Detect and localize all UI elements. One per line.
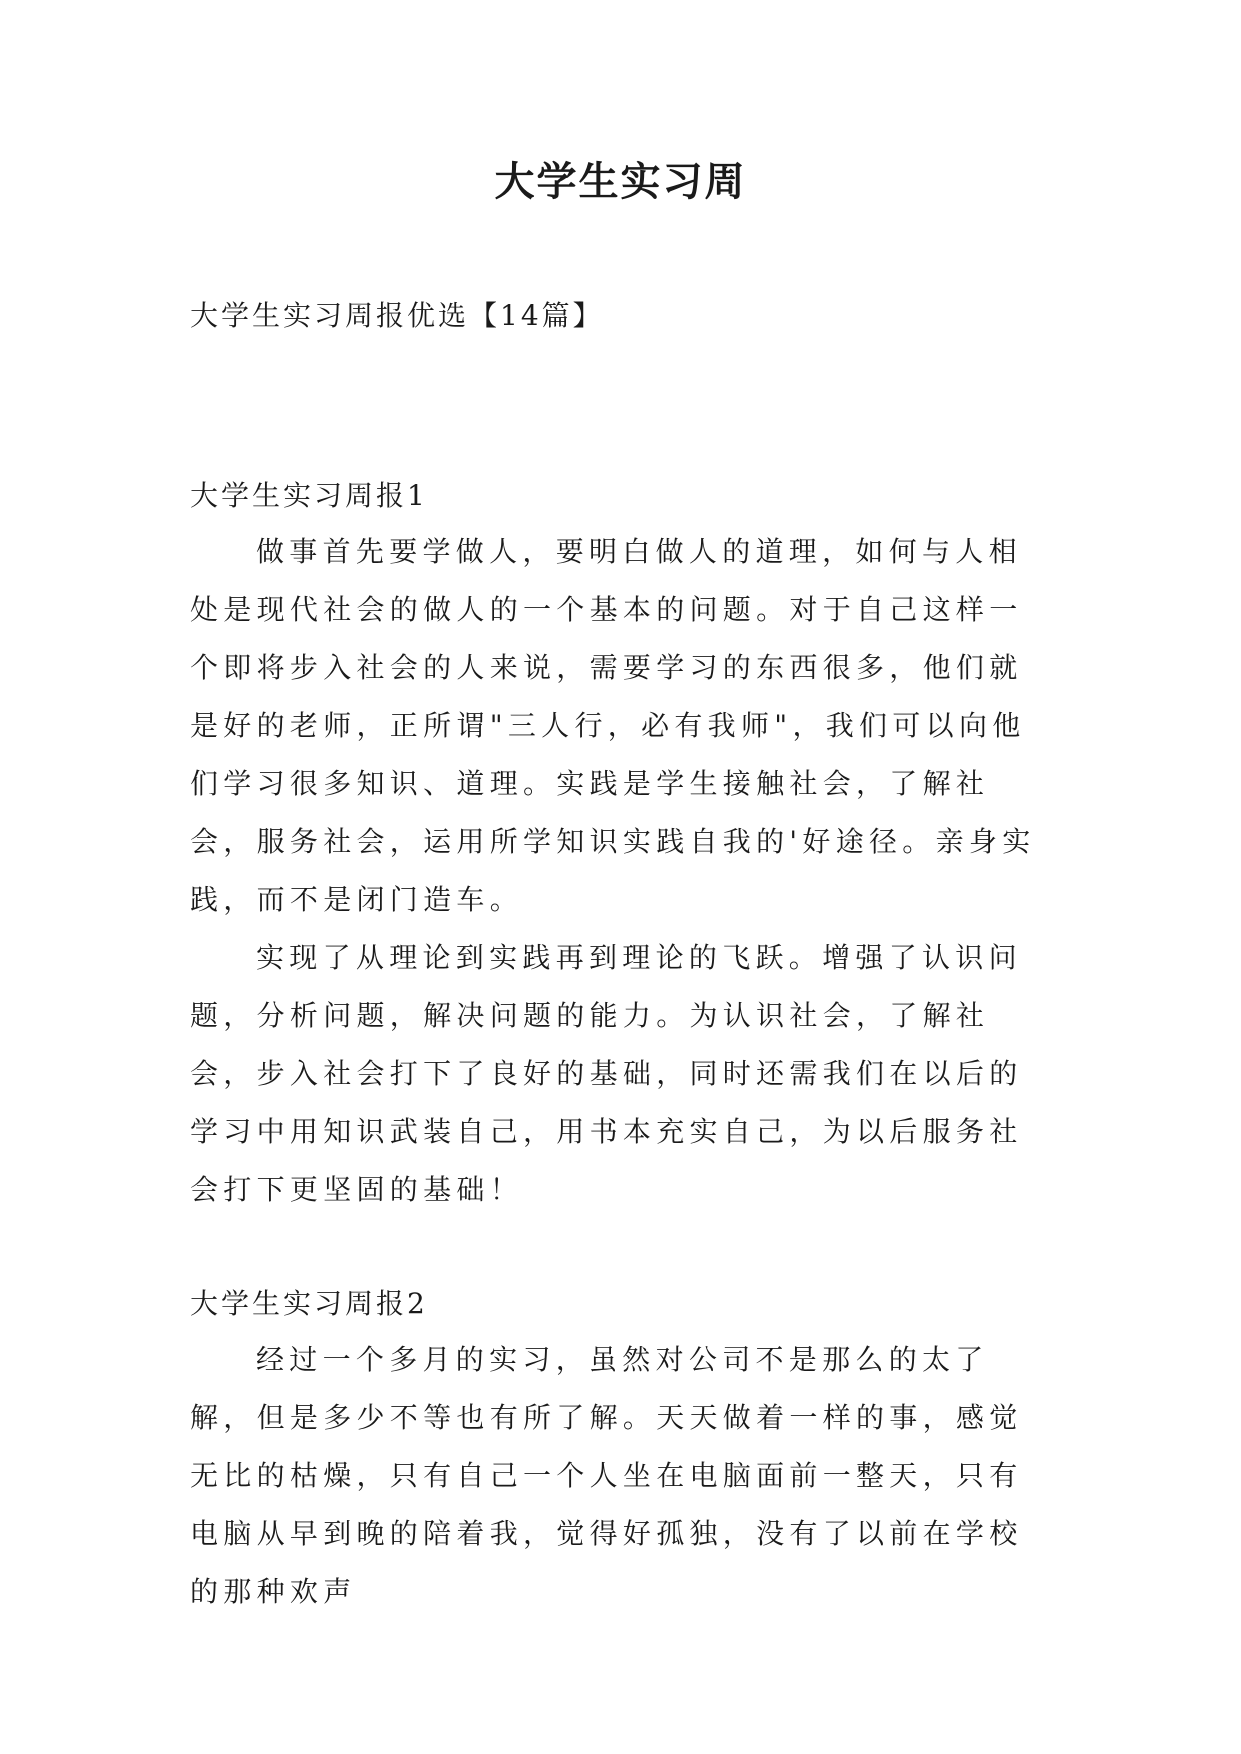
document-subtitle: 大学生实习周报优选【14篇】 — [190, 299, 604, 332]
document-title: 大学生实习周 — [494, 158, 747, 205]
section-1-paragraph-2: 实现了从理论到实践再到理论的飞跃。增强了认识问题，分析问题，解决问题的能力。为认识社会，了解社会，步入社会打下了良好的基础，同时还需我们在以后的学习中用知识武装自己，用书本充实自己，为以后服务社会打下更坚固的基础！ — [190, 941, 1023, 1206]
section-heading-1: 大学生实习周报1 — [190, 479, 428, 512]
section-heading-2: 大学生实习周报2 — [190, 1287, 428, 1320]
section-1-paragraph-1: 做事首先要学做人，要明白做人的道理，如何与人相处是现代社会的做人的一个基本的问题。对于自己这样一个即将步入社会的人来说，需要学习的东西很多，他们就是好的老师，正所谓"三人行，必有我师"，我们可以向他们学习很多知识、道理。实践是学生接触社会，了解社会，服务社会，运用所学知识实践自我的'好途径。亲身实践，而不是闭门造车。 — [190, 535, 1036, 916]
section-2-paragraph-1: 经过一个多月的实习，虽然对公司不是那么的太了解，但是多少不等也有所了解。天天做着一样的事，感觉无比的枯燥，只有自己一个人坐在电脑面前一整天，只有电脑从早到晚的陪着我，觉得好孤独，没有了以前在学校的那种欢声 — [190, 1343, 1023, 1608]
